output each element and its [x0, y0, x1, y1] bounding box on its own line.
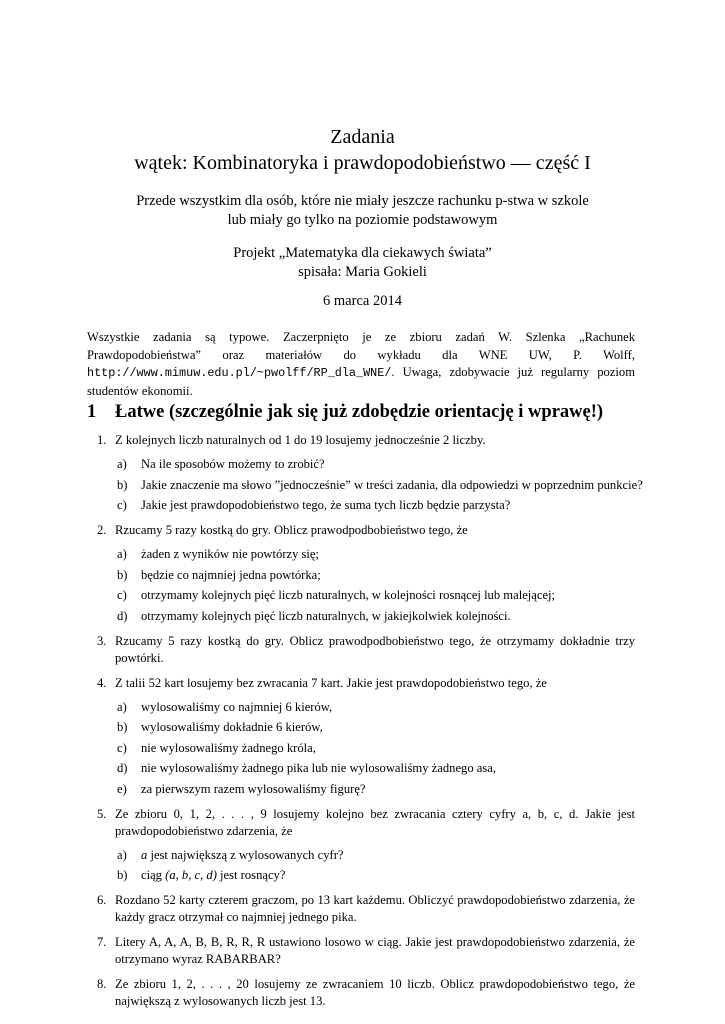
problem-number: 6. [97, 893, 107, 907]
subproblem-item [115, 719, 635, 736]
subproblem-text: Jakie znaczenie ma słowo ”jednocześnie” w treści zadania, dla odpowiedzi w poprzednim punkcie? [141, 477, 643, 492]
subproblem-list [115, 847, 635, 885]
subproblem-item [115, 740, 635, 757]
subproblem-label: d) [117, 761, 128, 775]
subproblem-text: wylosowaliśmy co najmniej 6 kierów, [141, 699, 333, 714]
problem-number: 8. [97, 977, 107, 991]
intro-text-before-url: Wszystkie zadania są typowe. Zaczerpnięto je ze zbioru zadań W. Szlenka „Rachunek Prawdopodobieństwa” oraz materiałów do wykładu dla WNE UW, P. Wolff, [87, 330, 635, 362]
section-heading [87, 400, 647, 424]
subproblem-item [115, 546, 635, 563]
subproblem-item [115, 477, 643, 494]
subproblem-item [115, 456, 635, 473]
project-info [0, 244, 725, 282]
subproblem-item [115, 781, 635, 798]
subproblem-item [115, 497, 635, 514]
subproblem-label: d) [117, 608, 128, 623]
problem-item [87, 806, 635, 885]
subproblem-label: e) [117, 781, 127, 796]
intro-paragraph [87, 329, 635, 400]
subproblem-label: b) [117, 477, 128, 492]
problem-item [87, 934, 635, 968]
math-variable: a [141, 847, 148, 862]
problem-item [87, 675, 635, 798]
subtitle [0, 192, 725, 230]
subproblem-label: c) [117, 588, 127, 602]
problem-text: Rzucamy 5 razy kostką do gry. Oblicz prawodpodbobieństwo tego, że [115, 523, 468, 537]
subproblem-label: b) [117, 720, 128, 734]
subproblem-label: a) [117, 699, 127, 714]
subproblem-list [115, 699, 635, 798]
subproblem-item [115, 847, 635, 864]
problem-number: 2. [97, 523, 107, 537]
subproblem-label: a) [117, 847, 127, 862]
subproblem-text: wylosowaliśmy dokładnie 6 kierów, [141, 720, 323, 734]
problem-number: 1. [97, 433, 107, 447]
subproblem-item [115, 567, 635, 584]
subproblem-list [115, 546, 635, 625]
subproblem-label: b) [117, 868, 128, 882]
subproblem-text: jest największą z wylosowanych cyfr? [147, 847, 344, 862]
intro-text-after-url: . Uwaga, zdobywacie już regularny poziom studentów ekonomii. [87, 365, 635, 398]
problem-text: Rozdano 52 karty czterem graczom, po 13 kart każdemu. Obliczyć prawdopodobieństwo zdarzenia, że każdy gracz otrzymał co najmniej jednego pika. [115, 893, 635, 924]
problem-item [87, 633, 635, 667]
subproblem-text: będzie co najmniej jedna powtórka; [141, 567, 321, 582]
document-date: 6 marca 2014 [323, 293, 402, 309]
problem-item [87, 432, 643, 514]
subtitle-line-2: lub miały go tylko na poziomie podstawowym [227, 212, 498, 228]
title-line-2: wątek: Kombinatoryka i prawdopodobieństwo — część I [134, 152, 591, 174]
project-line: Projekt „Matematyka dla ciekawych świata” [233, 245, 492, 261]
title-block [0, 124, 725, 311]
subproblem-item [115, 699, 635, 716]
intro-url-link[interactable]: http://www.mimuw.edu.pl/~pwolff/RP_dla_WNE/ [87, 366, 392, 380]
problem-item [87, 892, 635, 926]
problem-number: 3. [97, 633, 107, 648]
problem-text: Z kolejnych liczb naturalnych od 1 do 19 losujemy jednocześnie 2 liczby. [115, 433, 486, 447]
subproblem-text: otrzymamy kolejnych pięć liczb naturalnych, w jakiejkolwiek kolejności. [141, 608, 511, 623]
subproblem-text: za pierwszym razem wylosowaliśmy figurę? [141, 781, 366, 796]
problem-number: 4. [97, 675, 107, 690]
subproblem-list [115, 456, 643, 514]
problem-item [87, 522, 635, 625]
subproblem-item [115, 587, 635, 604]
subproblem-text: nie wylosowaliśmy żadnego pika lub nie wylosowaliśmy żadnego asa, [141, 761, 496, 775]
problem-text: Litery A, A, A, B, B, R, R, R ustawiono losowo w ciąg. Jakie jest prawdopodobieństwo zdarzenia, że otrzymano wyraz RABARBAR? [115, 935, 635, 966]
subproblem-text: otrzymamy kolejnych pięć liczb naturalnych, w kolejności rosnącej lub malejącej; [141, 588, 556, 602]
subproblem-text: Na ile sposobów możemy to zrobić? [141, 457, 325, 471]
author-line: spisała: Maria Gokieli [298, 264, 427, 280]
problem-number: 5. [97, 806, 107, 821]
math-expression: (a, b, c, d) [165, 868, 217, 882]
subproblem-label: c) [117, 740, 127, 755]
subproblem-label: a) [117, 457, 127, 471]
subproblem-label: a) [117, 547, 127, 561]
problem-text: Rzucamy 5 razy kostką do gry. Oblicz prawodpodbobieństwo tego, że otrzymamy dokładnie trzy powtórki. [115, 633, 635, 665]
problem-text: Z talii 52 kart losujemy bez zwracania 7 kart. Jakie jest prawdopodobieństwo tego, że [115, 675, 547, 690]
title-line-1: Zadania [330, 126, 395, 148]
problem-number: 7. [97, 935, 107, 949]
subproblem-item [115, 608, 635, 625]
subproblem-text: Jakie jest prawdopodobieństwo tego, że suma tych liczb będzie parzysta? [141, 498, 511, 512]
subproblem-item [115, 760, 635, 777]
subtitle-line-1: Przede wszystkim dla osób, które nie miały jeszcze rachunku p-stwa w szkole [136, 193, 589, 209]
subproblem-text: nie wylosowaliśmy żadnego króla, [141, 740, 316, 755]
subproblem-label: c) [117, 498, 127, 512]
problem-list [87, 432, 643, 1018]
subproblem-text: jest rosnący? [216, 868, 286, 882]
subproblem-item [115, 867, 635, 884]
subproblem-label: b) [117, 567, 128, 582]
section-title: Łatwe (szczególnie jak się już zdobędzie orientację i wprawę!) [115, 402, 604, 422]
problem-text: Ze zbioru 0, 1, 2, . . . , 9 losujemy kolejno bez zwracania cztery cyfry a, b, c, d. Jakie jest prawdopodobieństwo zdarzenia, że [115, 806, 635, 838]
subproblem-text: żaden z wyników nie powtórzy się; [141, 547, 320, 561]
problem-text: Ze zbioru 1, 2, . . . , 20 losujemy ze zwracaniem 10 liczb. Oblicz prawdopodobieństwo tego, że największą z wylosowanych liczb jest 13. [115, 977, 635, 1008]
subproblem-prefix: ciąg [141, 868, 166, 882]
section-number: 1 [87, 402, 97, 422]
problem-item [87, 976, 635, 1010]
